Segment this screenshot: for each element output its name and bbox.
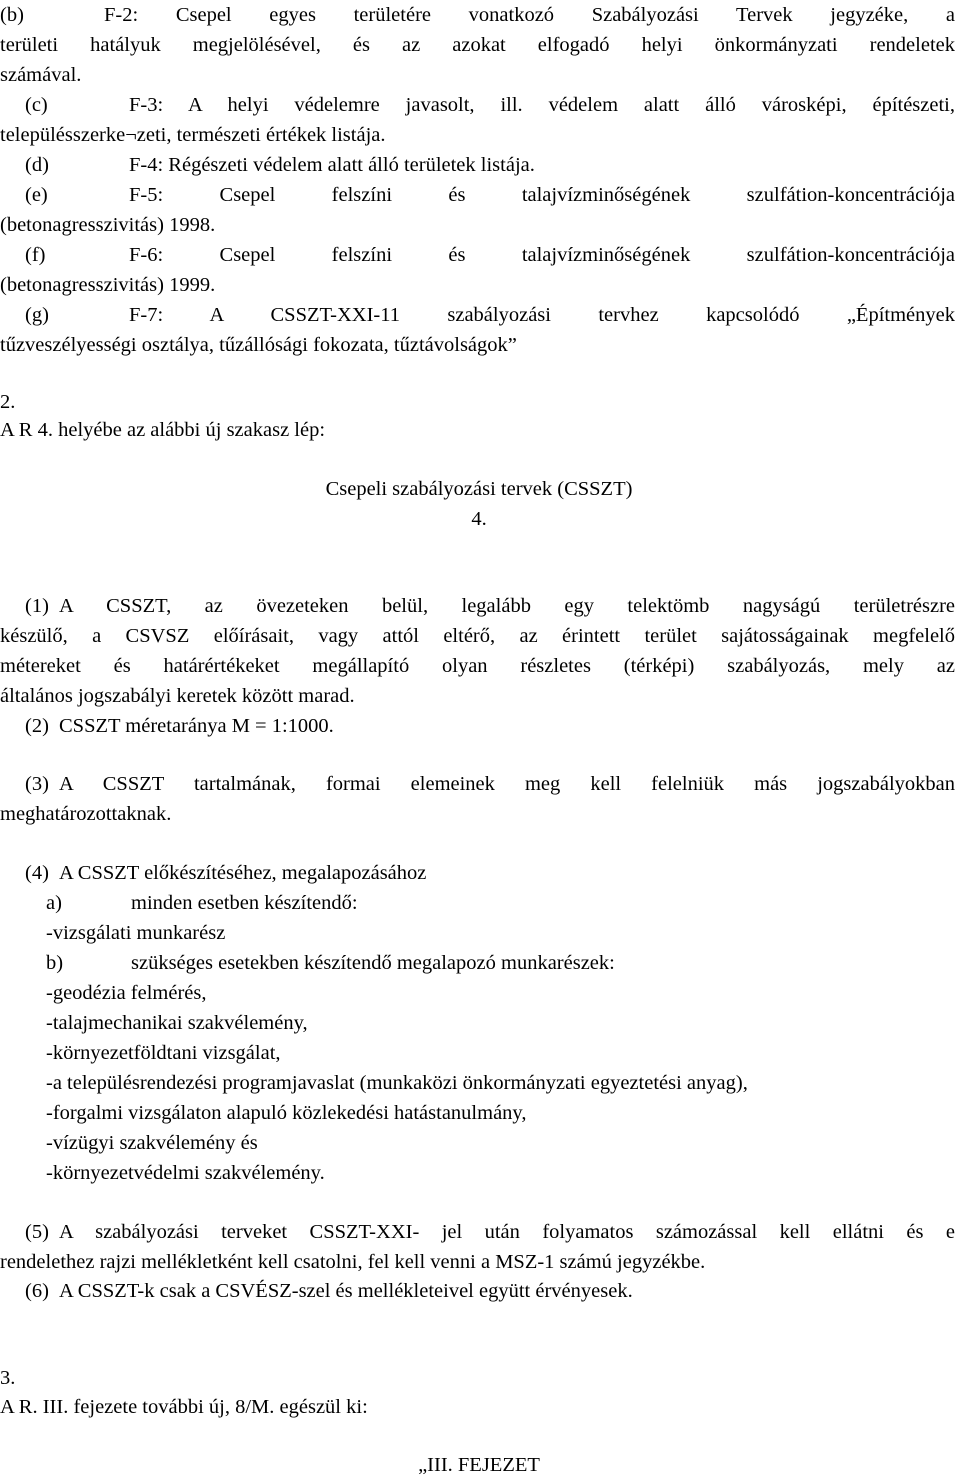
sublist-b-item: -környezetföldtani vizsgálat, [46, 1042, 281, 1064]
paragraph-3-line2: meghatározottaknak. [0, 803, 172, 825]
chapter-heading: „III. FEJEZET [418, 1454, 540, 1476]
sublist-b-item: -talajmechanikai szakvélemény, [46, 1012, 308, 1034]
list-item-e [25, 180, 955, 210]
paragraph-1-line4: általános jogszabályi keretek között marad. [0, 685, 355, 707]
paragraph-text: A szabályozási terveket CSSZT-XXI- jel után folyamatos számozással kell ellátni és e [59, 1221, 955, 1243]
sublist-b-item: -környezetvédelmi szakvélemény. [46, 1162, 325, 1184]
paragraph-4 [25, 858, 426, 888]
list-item-b [0, 0, 955, 30]
sublist-b-item: -vízügyi szakvélemény és [46, 1132, 258, 1154]
list-item-c [25, 90, 955, 120]
list-item-b-line3: számával. [0, 64, 82, 86]
sublist-b-item: -forgalmi vizsgálaton alapuló közlekedési hatástanulmány, [46, 1102, 527, 1124]
list-label: (d) [25, 154, 49, 176]
paragraph-1-line3: métereket és határértékeket megállapító olyan részletes (térképi) szabályozás, mely az [0, 655, 955, 677]
list-text: F-5: Csepel felszíni és talajvízminőségének szulfátion-koncentrációja [129, 184, 955, 206]
paragraph-3 [25, 769, 955, 799]
list-item-e-line2: (betonagresszivitás) 1998. [0, 214, 216, 236]
paragraph-1-line2: készülő, a CSVSZ előírásait, vagy attól eltérő, az érintett terület sajátosságainak megfelelő [0, 625, 955, 647]
paragraph-text: A CSSZT tartalmának, formai elemeinek meg kell felelniük más jogszabályokban [59, 773, 955, 795]
paragraph-number: 4. [471, 508, 487, 530]
sublist-text: minden esetben készítendő: [131, 892, 358, 914]
paragraph-num: (6) [25, 1280, 49, 1302]
paragraph-5 [25, 1217, 955, 1247]
list-text: F-6: Csepel felszíni és talajvízminőségének szulfátion-koncentrációja [129, 244, 955, 266]
list-item-d [25, 150, 535, 180]
section-2-title: Csepeli szabályozási tervek (CSSZT) [325, 478, 633, 500]
list-item-g-line2: tűzveszélyességi osztálya, tűzállósági fokozata, tűztávolságok” [0, 334, 517, 356]
paragraph-text: A CSSZT, az övezeteken belül, legalább egy telektömb nagyságú területrészre [59, 595, 955, 617]
sublist-a [46, 888, 358, 918]
paragraph-num: (4) [25, 862, 49, 884]
sublist-b-item: -geodézia felmérés, [46, 982, 207, 1004]
section-2-intro: A R 4. helyébe az alábbi új szakasz lép: [0, 419, 326, 441]
list-text: F-7: A CSSZT-XXI-11 szabályozási tervhez kapcsolódó „Építmények [129, 304, 955, 326]
sublist-b [46, 948, 615, 978]
paragraph-6 [25, 1276, 633, 1306]
paragraph-5-line2: rendelethez rajzi mellékletként kell csatolni, fel kell venni a MSZ-1 számú jegyzékbe. [0, 1251, 706, 1273]
paragraph-text: CSSZT méretaránya M = 1:1000. [59, 715, 334, 737]
paragraph-num: (5) [25, 1221, 49, 1243]
sublist-text: szükséges esetekben készítendő megalapozó munkarészek: [131, 952, 615, 974]
sublist-a-item: -vizsgálati munkarész [46, 922, 226, 944]
paragraph-num: (2) [25, 715, 49, 737]
paragraph-2 [25, 711, 334, 741]
sublist-label: a) [46, 892, 62, 914]
section-3-heading: 3. [0, 1367, 16, 1389]
paragraph-1 [25, 591, 955, 621]
list-label: (f) [25, 244, 46, 266]
list-item-f [25, 240, 955, 270]
section-3-intro: A R. III. fejezete további új, 8/M. egészül ki: [0, 1396, 368, 1418]
list-item-f-line2: (betonagresszivitás) 1999. [0, 274, 216, 296]
list-item-g [25, 300, 955, 330]
list-label: (c) [25, 94, 48, 116]
list-text: F-4: Régészeti védelem alatt álló területek listája. [129, 154, 535, 176]
list-label: (g) [25, 304, 49, 326]
list-label: (b) [0, 4, 24, 26]
list-text: F-2: Csepel egyes területére vonatkozó Szabályozási Tervek jegyzéke, a [104, 4, 955, 26]
paragraph-num: (3) [25, 773, 49, 795]
list-item-b-line2: területi hatályuk megjelölésével, és az azokat elfogadó helyi önkormányzati rendeletek [0, 34, 955, 56]
section-2-heading: 2. [0, 391, 16, 413]
paragraph-text: A CSSZT előkészítéséhez, megalapozásához [59, 862, 427, 884]
sublist-b-item: -a településrendezési programjavaslat (munkaközi önkormányzati egyeztetési anyag), [46, 1072, 748, 1094]
sublist-label: b) [46, 952, 64, 974]
list-item-c-line2: településszerke¬zeti, természeti értékek listája. [0, 124, 386, 146]
paragraph-num: (1) [25, 595, 49, 617]
list-label: (e) [25, 184, 48, 206]
paragraph-text: A CSSZT-k csak a CSVÉSZ-szel és mellékleteivel együtt érvényesek. [59, 1280, 633, 1302]
list-text: F-3: A helyi védelemre javasolt, ill. védelem alatt álló városképi, építészeti, [129, 94, 955, 116]
